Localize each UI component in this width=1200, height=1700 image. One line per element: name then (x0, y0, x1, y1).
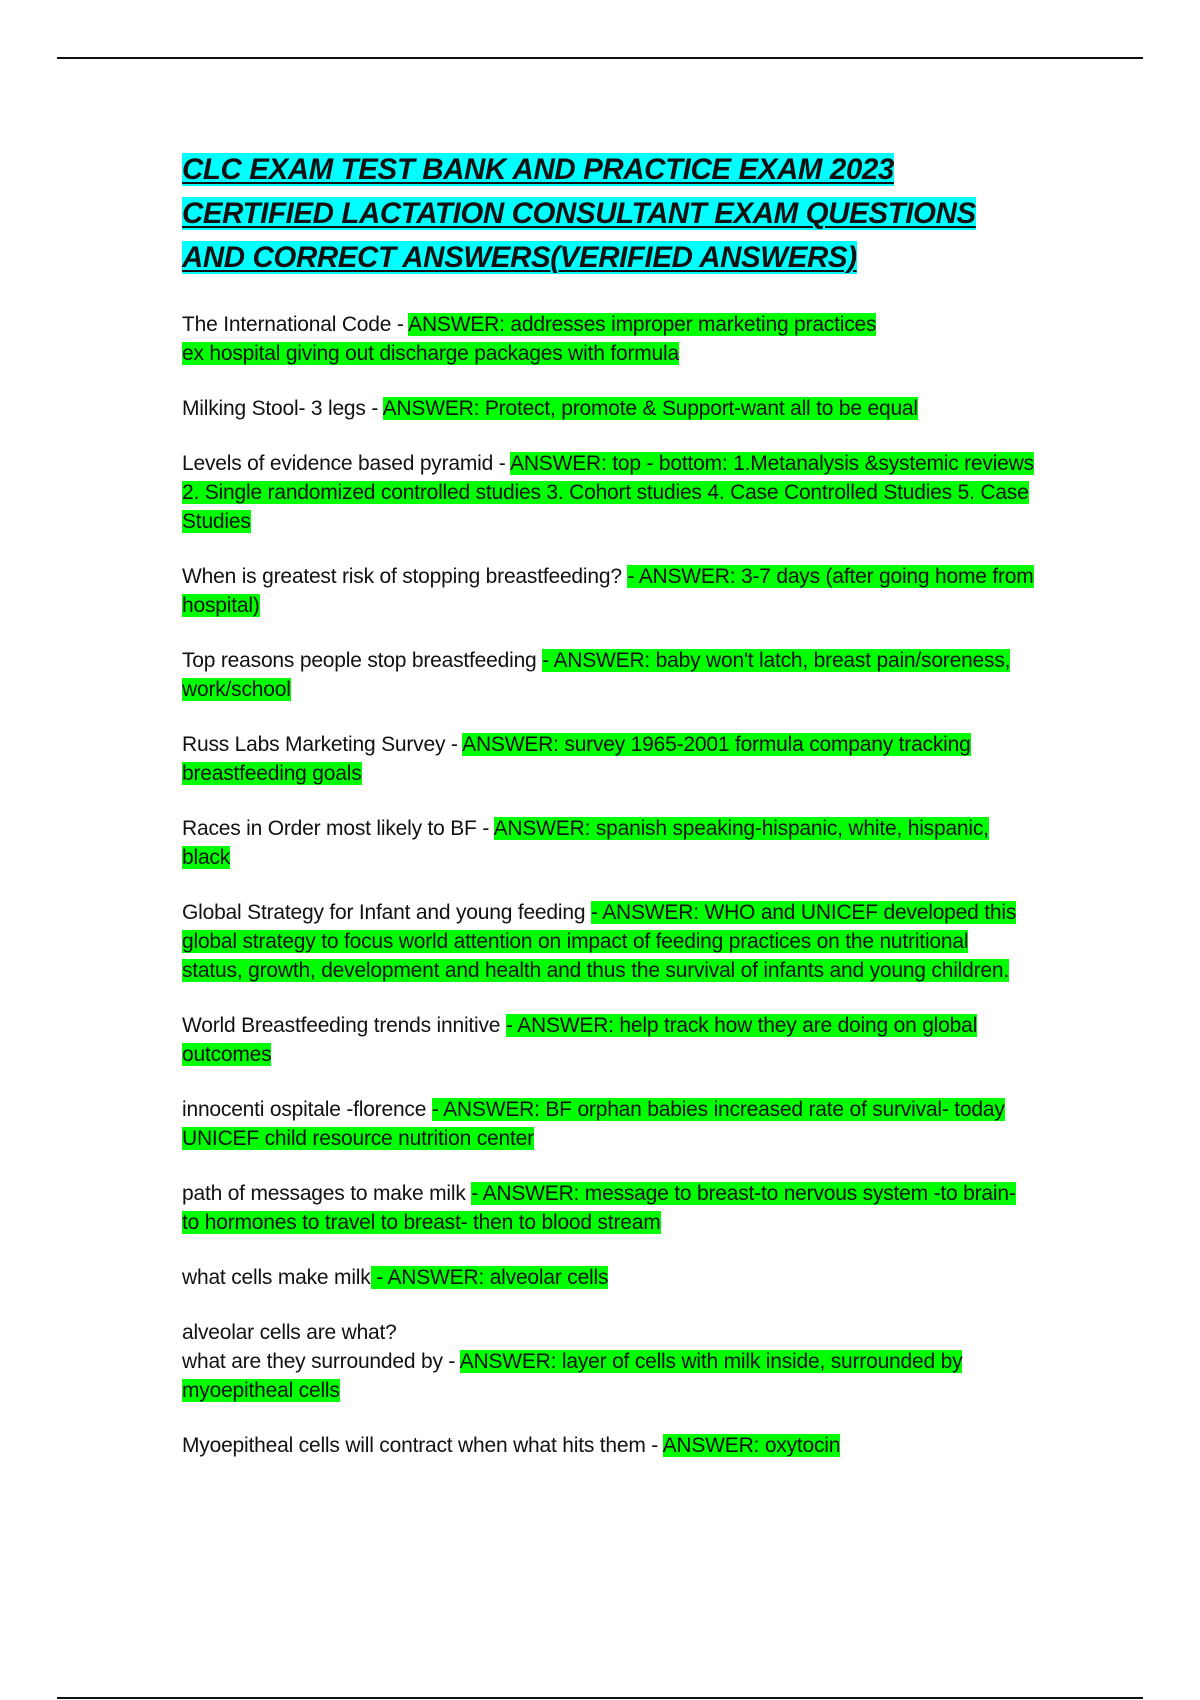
question-text: World Breastfeeding trends innitive (182, 1014, 506, 1037)
document-body (182, 148, 1034, 1486)
top-rule (57, 57, 1143, 59)
answer-text: ANSWER: Protect, promote & Support-want all to be equal (382, 397, 918, 420)
answer-text: - ANSWER: 3-7 days (after going home from hospital) (182, 565, 1034, 617)
question-lead-text: alveolar cells are what? (182, 1321, 397, 1344)
title-line-1: CLC EXAM TEST BANK AND PRACTICE EXAM 2023 (182, 153, 894, 186)
qa-entry (182, 1095, 1034, 1153)
question-text: Milking Stool- 3 legs - (182, 397, 383, 420)
qa-entry (182, 898, 1034, 985)
answer-text: ANSWER: addresses improper marketing practices (408, 313, 877, 336)
answer-text: - ANSWER: BF orphan babies increased rate of survival- today UNICEF child resource nutrition center (182, 1098, 1005, 1150)
answer-text: - ANSWER: help track how they are doing on global outcomes (182, 1014, 978, 1066)
qa-entry (182, 1011, 1034, 1069)
question-text: Top reasons people stop breastfeeding (182, 649, 543, 672)
answer-text: ANSWER: spanish speaking-hispanic, white, hispanic, black (182, 817, 989, 869)
question-text: Races in Order most likely to BF - (182, 817, 494, 840)
answer-text: - ANSWER: baby won't latch, breast pain/soreness, work/school (182, 649, 1011, 701)
qa-entry (182, 1179, 1034, 1237)
qa-entry (182, 449, 1034, 536)
document-title (182, 148, 1034, 280)
answer-text: ANSWER: survey 1965-2001 formula company tracking breastfeeding goals (182, 733, 971, 785)
qa-entry (182, 814, 1034, 872)
qa-entry (182, 394, 1034, 423)
qa-entry (182, 1263, 1034, 1292)
answer-text: ANSWER: top - bottom: 1.Metanalysis &systemic reviews 2. Single randomized controlled studies 3. Cohort studies 4. Case Controlled Studies 5. Case Studies (182, 452, 1034, 533)
question-text: Levels of evidence based pyramid - (182, 452, 511, 475)
answer-text: ANSWER: oxytocin (662, 1434, 841, 1457)
qa-entry (182, 730, 1034, 788)
qa-entry (182, 310, 1034, 368)
answer-text: - ANSWER: alveolar cells (370, 1266, 609, 1289)
question-text: The International Code - (182, 313, 409, 336)
answer-text: - ANSWER: WHO and UNICEF developed this global strategy to focus world attention on impact of feeding practices on the nutritional status, growth, development and health and thus the survival of infants and young children. (182, 901, 1017, 982)
qa-entry (182, 1318, 1034, 1405)
qa-entry (182, 646, 1034, 704)
question-text: Russ Labs Marketing Survey - (182, 733, 463, 756)
title-line-3: AND CORRECT ANSWERS(VERIFIED ANSWERS) (182, 241, 857, 274)
question-text: innocenti ospitale -florence (182, 1098, 432, 1121)
qa-entry (182, 562, 1034, 620)
question-text: what are they surrounded by - (182, 1350, 460, 1373)
qa-entry (182, 1431, 1034, 1460)
question-text: Global Strategy for Infant and young feeding (182, 901, 591, 924)
question-text: what cells make milk (182, 1266, 371, 1289)
answer-text: ANSWER: layer of cells with milk inside, surrounded by myoepitheal cells (182, 1350, 963, 1402)
question-text: Myoepitheal cells will contract when what hits them - (182, 1434, 663, 1457)
answer-text-continued: ex hospital giving out discharge packages with formula (182, 342, 679, 365)
title-line-2: CERTIFIED LACTATION CONSULTANT EXAM QUESTIONS (182, 197, 976, 230)
question-text: path of messages to make milk (182, 1182, 472, 1205)
bottom-rule (57, 1697, 1143, 1699)
question-text: When is greatest risk of stopping breastfeeding? (182, 565, 628, 588)
answer-text: - ANSWER: message to breast-to nervous system -to brain- to hormones to travel to breast- then to blood stream (182, 1182, 1016, 1234)
